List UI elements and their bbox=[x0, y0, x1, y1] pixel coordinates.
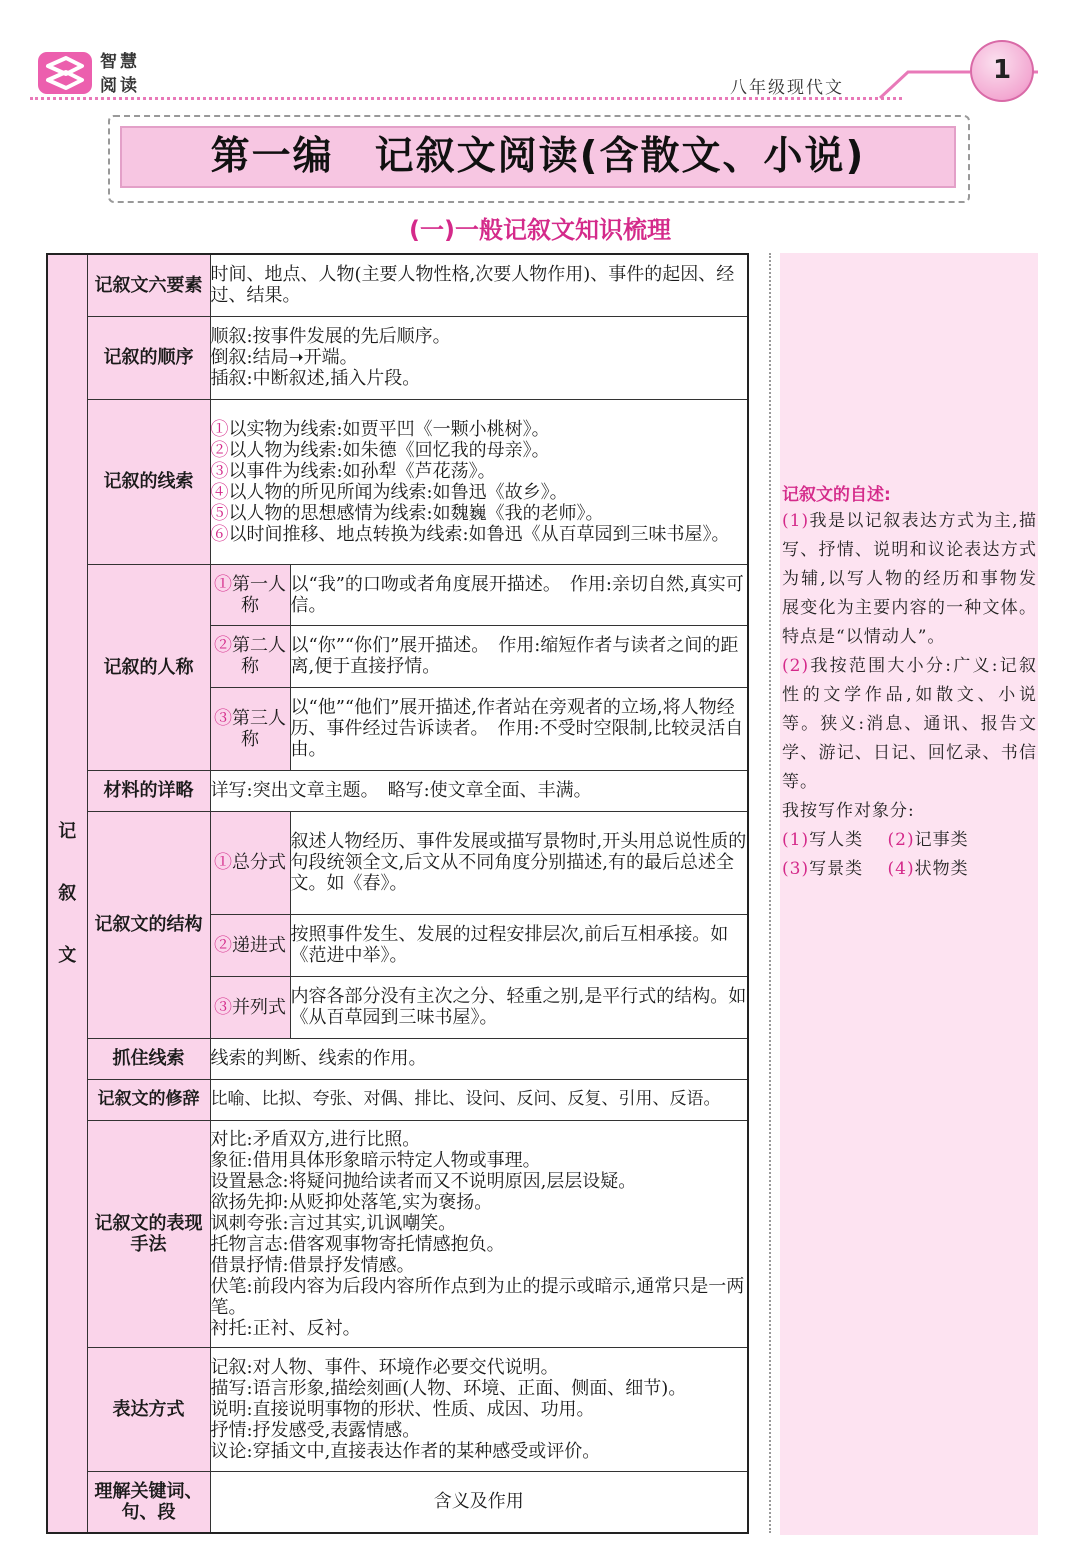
row-label: 记叙文的修辞 bbox=[87, 1079, 210, 1120]
row-label: 记叙文六要素 bbox=[87, 254, 210, 316]
row-content: 详写:突出文章主题。 略写:使文章全面、丰满。 bbox=[210, 770, 748, 811]
sub-label: ①第一人称 bbox=[210, 564, 290, 625]
row-content: 线索的判断、线索的作用。 bbox=[210, 1038, 748, 1079]
row-content: ①以实物为线索:如贾平凹《一颗小桃树》。 ②以人物为线索:如朱德《回忆我的母亲》。 ③以事件为线索:如孙犁《芦花荡》。 ④以人物的所见所闻为线索:如鲁迅《故乡》。 ⑤以人物的思想感情为线索:如魏巍《我的老师》。 ⑥以时间推移、地点转换为线索:如鲁迅《从百草园到三味书屋》。 bbox=[210, 399, 748, 564]
row-label: 抓住线索 bbox=[87, 1038, 210, 1079]
grade-label: 八年级现代文 bbox=[730, 78, 844, 98]
sub-content: 以“我”的口吻或者角度展开描述。 作用:亲切自然,真实可信。 bbox=[290, 564, 748, 625]
logo-text: 智慧阅读 bbox=[100, 52, 140, 96]
row-label: 记叙文的结构 bbox=[87, 811, 210, 1038]
page-title: 第一编 记叙文阅读(含散文、小说) bbox=[120, 126, 956, 188]
sub-label: ①总分式 bbox=[210, 811, 290, 914]
row-content: 对比:矛盾双方,进行比照。 象征:借用具体形象暗示特定人物或事理。 设置悬念:将疑问抛给读者而又不说明原因,层层设疑。 欲扬先抑:从贬抑处落笔,实为褒扬。 讽刺夸张:言过其实,讥讽嘲笑。 托物言志:借客观事物寄托情感抱负。 借景抒情:借景抒发情感。 伏笔:前段内容为后段内容所作点到为止的提示或暗示,通常只是一两笔。 衬托:正衬、反衬。 bbox=[210, 1120, 748, 1347]
sub-label: ③并列式 bbox=[210, 976, 290, 1038]
sub-label: ②第二人称 bbox=[210, 625, 290, 687]
row-content: 含义及作用 bbox=[210, 1471, 748, 1533]
side-label: 记 叙 文 bbox=[47, 254, 87, 1533]
row-label: 记叙的人称 bbox=[87, 564, 210, 770]
row-label: 记叙的线索 bbox=[87, 399, 210, 564]
row-label: 材料的详略 bbox=[87, 770, 210, 811]
sidebar-heading: 记叙文的自述: bbox=[782, 485, 891, 505]
sidebar-panel bbox=[780, 253, 1038, 1535]
sidebar-body: (1)我是以记叙表达方式为主,描写、抒情、说明和议论表达方式为辅,以写人物的经历和事物发展变化为主要内容的一种文体。特点是“以情动人”。 (2)我按范围大小分:广义:记叙性的文学作品,如散文、小说等。狭义:消息、通讯、报告文学、游记、日记、回忆录、书信等。 我按写作对象分: (1)写人类 (2)记事类 (3)写景类 (4)状物类 bbox=[782, 511, 1037, 879]
column-divider bbox=[769, 253, 771, 1533]
row-label: 理解关键词、句、段 bbox=[87, 1471, 210, 1533]
row-content: 记叙:对人物、事件、环境作必要交代说明。 描写:语言形象,描绘刻画(人物、环境、正面、侧面、细节)。 说明:直接说明事物的形状、性质、成因、功用。 抒情:抒发感受,表露情感。 议论:穿插文中,直接表达作者的某种感受或评价。 bbox=[210, 1347, 748, 1471]
page-number: 1 bbox=[970, 40, 1034, 102]
row-content: 时间、地点、人物(主要人物性格,次要人物作用)、事件的起因、经过、结果。 bbox=[210, 254, 748, 316]
row-label: 记叙文的表现手法 bbox=[87, 1120, 210, 1347]
section-subtitle: (一)一般记叙文知识梳理 bbox=[409, 216, 671, 244]
sub-content: 按照事件发生、发展的过程安排层次,前后互相承接。如《范进中举》。 bbox=[290, 914, 748, 976]
row-label: 记叙的顺序 bbox=[87, 316, 210, 399]
sub-content: 以“他”“他们”展开描述,作者站在旁观者的立场,将人物经历、事件经过告诉读者。 作用:不受时空限制,比较灵活自由。 bbox=[290, 687, 748, 770]
sub-content: 以“你”“你们”展开描述。 作用:缩短作者与读者之间的距离,便于直接抒情。 bbox=[290, 625, 748, 687]
sub-content: 内容各部分没有主次之分、轻重之别,是平行式的结构。如《从百草园到三味书屋》。 bbox=[290, 976, 748, 1038]
sub-content: 叙述人物经历、事件发展或描写景物时,开头用总说性质的句段统领全文,后文从不同角度分别描述,有的最后总述全文。如《春》。 bbox=[290, 811, 748, 914]
sub-label: ③第三人称 bbox=[210, 687, 290, 770]
row-content: 比喻、比拟、夸张、对偶、排比、设问、反问、反复、引用、反语。 bbox=[210, 1079, 748, 1120]
row-label: 表达方式 bbox=[87, 1347, 210, 1471]
row-content: 顺叙:按事件发展的先后顺序。 倒叙:结局➝开端。 插叙:中断叙述,插入片段。 bbox=[210, 316, 748, 399]
sub-label: ②递进式 bbox=[210, 914, 290, 976]
knowledge-table bbox=[46, 253, 749, 1534]
logo-icon bbox=[36, 48, 94, 98]
